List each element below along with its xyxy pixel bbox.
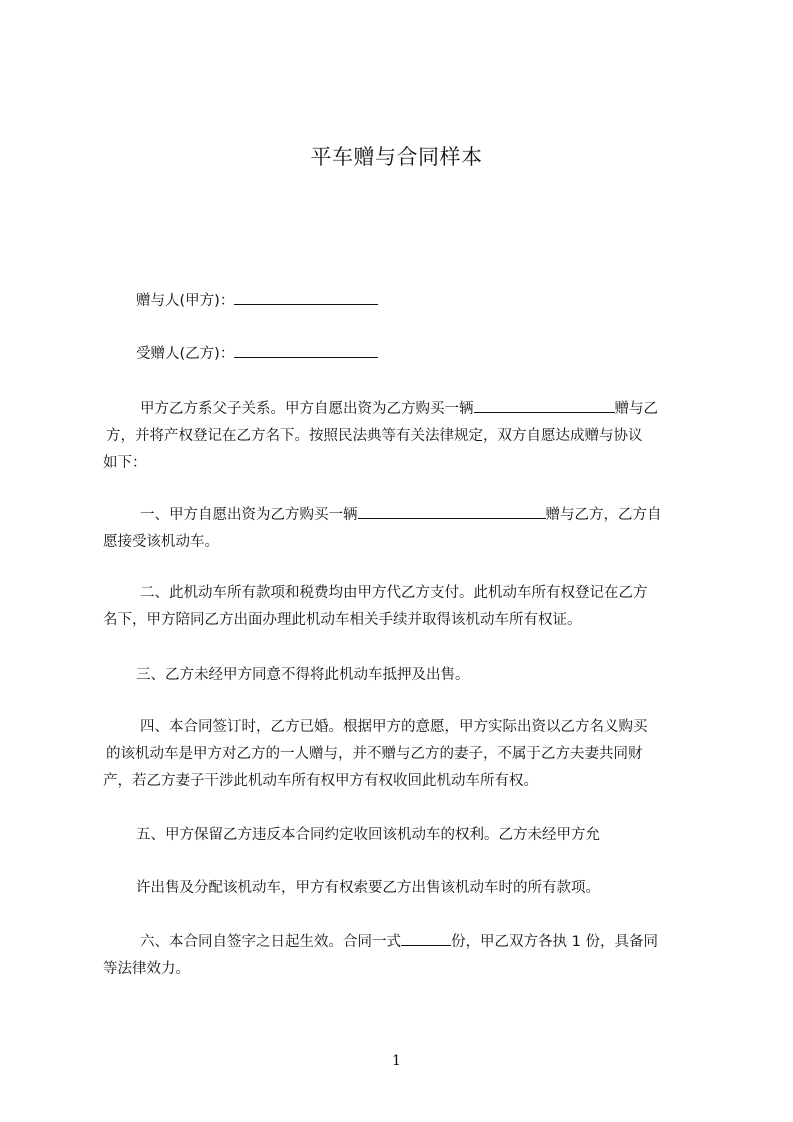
clause-4-text-3: 产，若乙方妻子干涉此机动车所有权甲方有权收回此机动车所有权。 bbox=[103, 773, 538, 789]
clause-2 bbox=[103, 580, 703, 634]
clause-2-text-1: 二、此机动车所有款项和税费均由甲方代乙方支付。此机动车所有权登记在乙方 bbox=[140, 585, 648, 601]
clause-3-text-1: 三、乙方未经甲方同意不得将此机动车抵押及出售。 bbox=[136, 667, 470, 683]
donee-label: 受赠人(乙方)： bbox=[136, 346, 235, 362]
clause-1-text-1a: 一、甲方自愿出资为乙方购买一辆 bbox=[140, 507, 358, 523]
clause-6-text-2: 等法律效力。 bbox=[103, 961, 190, 977]
clause-2-text-2: 名下，甲方陪同乙方出面办理此机动车相关手续并取得该机动车所有权证。 bbox=[103, 612, 582, 628]
vehicle-model-blank-intro[interactable] bbox=[474, 397, 615, 413]
clause-1-text-1b: 赠与乙方，乙方自 bbox=[545, 507, 662, 523]
clause-4-text-1: 四、本合同签订时，乙方已婚。根据甲方的意愿，甲方实际出资以乙方名义购买 bbox=[140, 719, 648, 735]
intro-paragraph bbox=[103, 396, 703, 477]
intro-text-1a: 甲方乙方系父子关系。甲方自愿出资为乙方购买一辆 bbox=[140, 401, 474, 417]
intro-text-1b: 赠与乙 bbox=[614, 401, 658, 417]
clause-5-text-2: 许出售及分配该机动车，甲方有权索要乙方出售该机动车时的所有款项。 bbox=[136, 880, 600, 896]
page-number: 1 bbox=[392, 1053, 401, 1069]
clause-5-continued bbox=[103, 875, 703, 902]
clause-6 bbox=[103, 929, 703, 983]
donee-name-blank[interactable] bbox=[234, 342, 378, 358]
donor-name-blank[interactable] bbox=[234, 289, 378, 305]
clause-5-text-1: 五、甲方保留乙方违反本合同约定收回该机动车的权利。乙方未经甲方允 bbox=[136, 827, 600, 843]
copies-count-blank[interactable] bbox=[401, 930, 451, 946]
clause-6-text-1a: 六、本合同自签字之日起生效。合同一式 bbox=[140, 934, 401, 950]
donor-line bbox=[136, 289, 736, 313]
vehicle-model-blank-clause1[interactable] bbox=[358, 503, 546, 519]
donor-label: 赠与人(甲方)： bbox=[136, 293, 235, 309]
clause-5 bbox=[103, 822, 703, 849]
donee-line bbox=[136, 342, 736, 366]
clause-4-text-2: 的该机动车是甲方对乙方的一人赠与，并不赠与乙方的妻子，不属于乙方夫妻共同财 bbox=[106, 746, 643, 762]
clause-4 bbox=[103, 714, 703, 795]
clause-1 bbox=[103, 502, 703, 556]
intro-text-2: 方，并将产权登记在乙方名下。按照民法典等有关法律规定，双方自愿达成赠与协议 bbox=[106, 428, 643, 444]
intro-text-3: 如下： bbox=[103, 455, 147, 471]
clause-6-text-1b: 份，甲乙双方各执 1 份，具备同 bbox=[451, 934, 658, 950]
document-title: 平车赠与合同样本 bbox=[310, 145, 483, 169]
clause-1-text-2: 愿接受该机动车。 bbox=[103, 534, 219, 550]
clause-3 bbox=[103, 662, 703, 689]
